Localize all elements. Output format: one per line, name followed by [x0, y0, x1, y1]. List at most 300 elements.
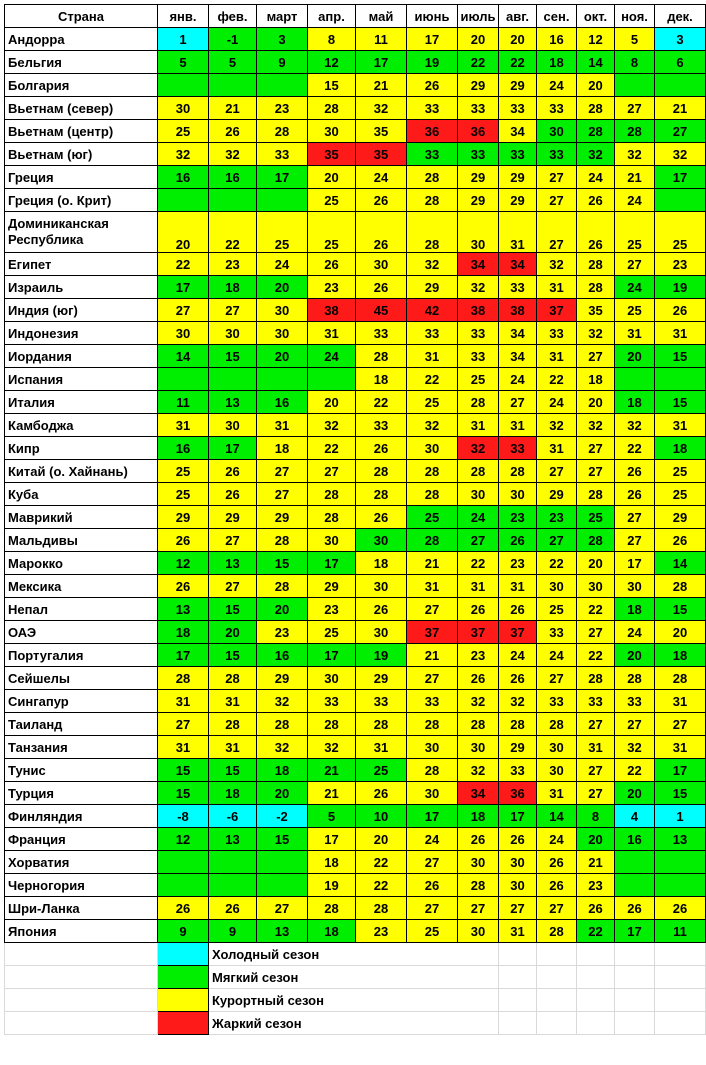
temperature-cell: 15 — [158, 782, 209, 805]
temperature-cell: 28 — [158, 667, 209, 690]
temperature-cell: 30 — [308, 120, 356, 143]
temperature-cell: 31 — [458, 414, 499, 437]
temperature-cell: 17 — [158, 276, 209, 299]
temperature-cell: 26 — [458, 598, 499, 621]
temperature-cell: 22 — [458, 552, 499, 575]
temperature-cell: 26 — [158, 529, 209, 552]
temperature-cell: 26 — [458, 667, 499, 690]
temperature-cell: 28 — [308, 97, 356, 120]
table-row — [5, 828, 706, 851]
temperature-cell: 31 — [158, 736, 209, 759]
temperature-cell: 18 — [615, 598, 655, 621]
temperature-cell: 27 — [615, 97, 655, 120]
temperature-cell: 15 — [209, 598, 257, 621]
temperature-cell — [158, 851, 209, 874]
temperature-cell: 26 — [158, 897, 209, 920]
table-row — [5, 414, 706, 437]
temperature-cell: 28 — [458, 713, 499, 736]
temperature-cell — [655, 189, 706, 212]
temperature-cell: 18 — [308, 920, 356, 943]
temperature-cell: -6 — [209, 805, 257, 828]
temperature-cell: 5 — [158, 51, 209, 74]
temperature-cell: 18 — [356, 552, 407, 575]
temperature-cell — [615, 874, 655, 897]
temperature-cell: 27 — [458, 529, 499, 552]
temperature-cell: 24 — [615, 189, 655, 212]
temperature-cell: 27 — [158, 299, 209, 322]
temperature-cell: 27 — [577, 345, 615, 368]
temperature-cell: 12 — [308, 51, 356, 74]
temperature-cell: 25 — [158, 483, 209, 506]
table-row — [5, 897, 706, 920]
table-row — [5, 598, 706, 621]
temperature-cell: 17 — [356, 51, 407, 74]
header-month: авг. — [499, 5, 537, 28]
temperature-cell: 20 — [158, 212, 209, 253]
temperature-cell: 32 — [577, 414, 615, 437]
temperature-cell: 27 — [158, 713, 209, 736]
temperature-cell: 27 — [615, 529, 655, 552]
temperature-cell: 28 — [537, 713, 577, 736]
temperature-cell: 34 — [499, 345, 537, 368]
legend-spacer — [615, 989, 655, 1012]
temperature-cell: 27 — [615, 713, 655, 736]
table-row — [5, 483, 706, 506]
temperature-cell: 22 — [537, 552, 577, 575]
country-name: Бельгия — [5, 51, 158, 74]
temperature-cell: 26 — [615, 460, 655, 483]
country-name: Индонезия — [5, 322, 158, 345]
legend-spacer — [615, 966, 655, 989]
temperature-cell: 33 — [308, 690, 356, 713]
country-name: Танзания — [5, 736, 158, 759]
country-name: Мальдивы — [5, 529, 158, 552]
temperature-cell: 31 — [158, 414, 209, 437]
temperature-cell: 27 — [407, 598, 458, 621]
temperature-cell: 32 — [458, 437, 499, 460]
legend-spacer — [537, 966, 577, 989]
temperature-cell: 22 — [577, 598, 615, 621]
temperature-cell: 34 — [458, 782, 499, 805]
table-row — [5, 851, 706, 874]
temperature-cell: 30 — [356, 529, 407, 552]
temperature-cell: 10 — [356, 805, 407, 828]
temperature-cell: 29 — [257, 667, 308, 690]
temperature-cell: 30 — [537, 120, 577, 143]
temperature-cell: 31 — [537, 782, 577, 805]
country-name: Камбоджа — [5, 414, 158, 437]
temperature-cell: 14 — [158, 345, 209, 368]
temperature-cell: 31 — [209, 690, 257, 713]
legend-spacer — [615, 943, 655, 966]
temperature-cell: 34 — [499, 253, 537, 276]
temperature-cell: 33 — [537, 143, 577, 166]
temperature-cell: 25 — [655, 212, 706, 253]
temperature-cell: 26 — [458, 828, 499, 851]
temperature-cell: 15 — [655, 782, 706, 805]
temperature-cell: 22 — [356, 391, 407, 414]
temperature-cell: 18 — [257, 759, 308, 782]
temperature-cell: 36 — [458, 120, 499, 143]
temperature-cell: 29 — [499, 74, 537, 97]
temperature-cell — [209, 874, 257, 897]
temperature-cell: 25 — [537, 598, 577, 621]
legend-row — [5, 943, 706, 966]
temperature-cell: 27 — [655, 120, 706, 143]
temperature-cell: 15 — [655, 391, 706, 414]
temperature-cell: 27 — [499, 391, 537, 414]
temperature-cell — [158, 189, 209, 212]
temperature-cell: 35 — [356, 120, 407, 143]
temperature-cell — [257, 74, 308, 97]
temperature-cell: 28 — [537, 920, 577, 943]
temperature-cell: 18 — [577, 368, 615, 391]
temperature-cell — [158, 368, 209, 391]
temperature-cell: 28 — [458, 874, 499, 897]
temperature-cell: 17 — [615, 920, 655, 943]
temperature-cell: 31 — [655, 690, 706, 713]
temperature-cell: 31 — [655, 322, 706, 345]
temperature-cell: 31 — [615, 322, 655, 345]
temperature-cell: 5 — [615, 28, 655, 51]
temperature-cell: 15 — [209, 345, 257, 368]
table-row — [5, 368, 706, 391]
temperature-cell: 28 — [577, 483, 615, 506]
temperature-cell: 30 — [458, 212, 499, 253]
temperature-cell: 27 — [537, 897, 577, 920]
country-name: Андорра — [5, 28, 158, 51]
temperature-cell: 32 — [655, 143, 706, 166]
table-row — [5, 460, 706, 483]
temperature-cell: 33 — [499, 143, 537, 166]
table-row — [5, 713, 706, 736]
header-row — [5, 5, 706, 28]
temperature-cell: 1 — [158, 28, 209, 51]
temperature-cell: 32 — [537, 414, 577, 437]
temperature-cell: 31 — [499, 575, 537, 598]
temperature-cell: 33 — [458, 97, 499, 120]
temperature-cell: 29 — [655, 506, 706, 529]
temperature-cell — [655, 851, 706, 874]
temperature-cell: 28 — [308, 713, 356, 736]
temperature-cell: 15 — [257, 552, 308, 575]
temperature-cell: 30 — [407, 736, 458, 759]
temperature-cell: 30 — [537, 736, 577, 759]
header-month: окт. — [577, 5, 615, 28]
country-name: Италия — [5, 391, 158, 414]
table-row — [5, 621, 706, 644]
temperature-cell: 30 — [308, 529, 356, 552]
country-name: Таиланд — [5, 713, 158, 736]
temperature-cell: 34 — [458, 253, 499, 276]
temperature-cell: 23 — [458, 644, 499, 667]
temperature-cell: 33 — [458, 322, 499, 345]
temperature-cell: 28 — [407, 483, 458, 506]
temperature-cell: 19 — [356, 644, 407, 667]
table-row — [5, 143, 706, 166]
table-row — [5, 120, 706, 143]
temperature-cell: 33 — [257, 143, 308, 166]
temperature-cell: 27 — [407, 851, 458, 874]
temperature-cell: 30 — [537, 759, 577, 782]
temperature-cell: 25 — [356, 759, 407, 782]
legend-spacer — [499, 966, 537, 989]
temperature-cell: 30 — [257, 299, 308, 322]
legend-spacer — [577, 1012, 615, 1035]
temperature-cell: 26 — [499, 598, 537, 621]
temperature-cell: 27 — [257, 460, 308, 483]
temperature-cell: 26 — [356, 189, 407, 212]
table-row — [5, 529, 706, 552]
temperature-cell: 21 — [308, 759, 356, 782]
country-name: Кипр — [5, 437, 158, 460]
temperature-cell: 18 — [209, 782, 257, 805]
temperature-cell: 12 — [158, 552, 209, 575]
temperature-cell: 28 — [356, 897, 407, 920]
temperature-cell: 26 — [499, 828, 537, 851]
temperature-cell: 16 — [257, 391, 308, 414]
temperature-cell: 30 — [356, 575, 407, 598]
header-month: апр. — [308, 5, 356, 28]
temperature-cell: 20 — [257, 598, 308, 621]
temperature-cell: 23 — [356, 920, 407, 943]
temperature-cell: 32 — [458, 690, 499, 713]
country-name: Вьетнам (север) — [5, 97, 158, 120]
country-name: Израиль — [5, 276, 158, 299]
temperature-cell: 17 — [655, 759, 706, 782]
temperature-cell: 27 — [209, 299, 257, 322]
temperature-cell — [209, 189, 257, 212]
temperature-cell: 29 — [499, 166, 537, 189]
header-month: ноя. — [615, 5, 655, 28]
temperature-cell: 26 — [655, 897, 706, 920]
temperature-cell: 31 — [458, 575, 499, 598]
temperature-cell: 24 — [537, 74, 577, 97]
temperature-cell: 30 — [537, 575, 577, 598]
table-row — [5, 391, 706, 414]
temperature-cell: 24 — [499, 644, 537, 667]
temperature-cell: 20 — [577, 828, 615, 851]
temperature-cell: 20 — [655, 621, 706, 644]
temperature-cell: 14 — [655, 552, 706, 575]
temperature-cell: 31 — [537, 276, 577, 299]
table-row — [5, 437, 706, 460]
table-row — [5, 253, 706, 276]
temperature-cell: 30 — [158, 322, 209, 345]
temperature-cell: 24 — [458, 506, 499, 529]
temperature-cell: 30 — [499, 851, 537, 874]
temperature-cell: 13 — [209, 552, 257, 575]
temperature-cell: 28 — [356, 460, 407, 483]
temperature-cell: 9 — [158, 920, 209, 943]
table-row — [5, 276, 706, 299]
temperature-cell: 22 — [577, 920, 615, 943]
temperature-cell: 33 — [407, 322, 458, 345]
country-name: Доминиканская Республика — [5, 212, 158, 253]
temperature-cell: 12 — [577, 28, 615, 51]
legend-label: Мягкий сезон — [209, 966, 499, 989]
temperature-cell: 14 — [537, 805, 577, 828]
temperature-cell: 27 — [209, 575, 257, 598]
temperature-cell: 33 — [499, 276, 537, 299]
temperature-cell: 6 — [655, 51, 706, 74]
temperature-cell: 30 — [356, 253, 407, 276]
temperature-cell: 24 — [407, 828, 458, 851]
temperature-cell: -2 — [257, 805, 308, 828]
temperature-cell — [615, 851, 655, 874]
temperature-cell: 13 — [158, 598, 209, 621]
legend-spacer — [615, 1012, 655, 1035]
temperature-cell: 33 — [499, 97, 537, 120]
temperature-cell: 33 — [499, 437, 537, 460]
temperature-cell: 23 — [577, 874, 615, 897]
temperature-cell: 33 — [356, 414, 407, 437]
temperature-cell: 22 — [356, 874, 407, 897]
temperature-cell: 17 — [499, 805, 537, 828]
temperature-cell: 30 — [209, 322, 257, 345]
country-name: Хорватия — [5, 851, 158, 874]
temperature-cell: 37 — [407, 621, 458, 644]
temperature-cell: 26 — [356, 437, 407, 460]
temperature-cell: 33 — [407, 690, 458, 713]
temperature-cell: 31 — [499, 920, 537, 943]
temperature-cell: 5 — [209, 51, 257, 74]
temperature-cell: 31 — [577, 736, 615, 759]
temperature-cell: 32 — [407, 414, 458, 437]
temperature-cell: 28 — [308, 483, 356, 506]
table-row — [5, 552, 706, 575]
temperature-cell: 25 — [158, 460, 209, 483]
temperature-cell: 24 — [308, 345, 356, 368]
temperature-cell: 32 — [308, 736, 356, 759]
temperature-cell: 17 — [209, 437, 257, 460]
temperature-cell: 18 — [209, 276, 257, 299]
temperature-cell — [209, 368, 257, 391]
temperature-cell: 37 — [537, 299, 577, 322]
temperature-cell: 29 — [499, 736, 537, 759]
temperature-cell: 32 — [615, 736, 655, 759]
temperature-cell: 30 — [458, 920, 499, 943]
temperature-cell: 23 — [499, 506, 537, 529]
temperature-cell: 29 — [537, 483, 577, 506]
country-name: Сейшелы — [5, 667, 158, 690]
temperature-cell: 26 — [577, 189, 615, 212]
temperature-cell: 45 — [356, 299, 407, 322]
temperature-cell: 28 — [209, 713, 257, 736]
temperature-cell: 24 — [257, 253, 308, 276]
temperature-cell — [655, 874, 706, 897]
temperature-cell: 20 — [615, 782, 655, 805]
header-month: дек. — [655, 5, 706, 28]
temperature-cell: 21 — [577, 851, 615, 874]
legend-swatch-cold — [158, 943, 209, 966]
temperature-cell: 30 — [458, 736, 499, 759]
temperature-cell: 27 — [537, 460, 577, 483]
temperature-cell: 36 — [407, 120, 458, 143]
temperature-cell: 33 — [615, 690, 655, 713]
temperature-cell: 27 — [458, 897, 499, 920]
country-name: Сингапур — [5, 690, 158, 713]
table-row — [5, 166, 706, 189]
temperature-cell: 28 — [655, 667, 706, 690]
temperature-cell: 30 — [158, 97, 209, 120]
table-row — [5, 74, 706, 97]
temperature-cell: 28 — [356, 483, 407, 506]
temperature-cell: 31 — [257, 414, 308, 437]
temperature-cell: 8 — [577, 805, 615, 828]
temperature-cell: 15 — [655, 345, 706, 368]
table-row — [5, 322, 706, 345]
temperature-cell: 28 — [458, 460, 499, 483]
temperature-cell: 16 — [537, 28, 577, 51]
temperature-cell — [655, 368, 706, 391]
temperature-cell: 26 — [356, 782, 407, 805]
temperature-cell: 25 — [655, 460, 706, 483]
temperature-cell: 20 — [615, 345, 655, 368]
temperature-cell — [158, 74, 209, 97]
temperature-cell: 11 — [158, 391, 209, 414]
temperature-cell: 26 — [209, 120, 257, 143]
temperature-cell: 37 — [499, 621, 537, 644]
temperature-cell: 24 — [615, 276, 655, 299]
legend-spacer — [5, 966, 158, 989]
temperature-cell: 20 — [308, 391, 356, 414]
country-name: Маврикий — [5, 506, 158, 529]
temperature-cell: 24 — [499, 368, 537, 391]
temperature-cell: 27 — [577, 713, 615, 736]
temperature-cell — [257, 368, 308, 391]
temperature-cell: 23 — [257, 97, 308, 120]
temperature-cell: 29 — [308, 575, 356, 598]
temperature-cell: 30 — [499, 483, 537, 506]
legend-spacer — [5, 943, 158, 966]
temperature-cell: 33 — [458, 143, 499, 166]
temperature-cell: 26 — [615, 897, 655, 920]
table-row — [5, 782, 706, 805]
temperature-cell: 28 — [356, 713, 407, 736]
temperature-cell: 20 — [577, 391, 615, 414]
temperature-cell: 30 — [407, 437, 458, 460]
legend-spacer — [499, 943, 537, 966]
temperature-cell: 37 — [458, 621, 499, 644]
temperature-cell: 32 — [577, 322, 615, 345]
temperature-cell: 31 — [499, 212, 537, 253]
temperature-cell: 31 — [655, 736, 706, 759]
temperature-cell: 20 — [209, 621, 257, 644]
temperature-cell: 26 — [356, 598, 407, 621]
temperature-cell: 38 — [499, 299, 537, 322]
legend-swatch-hot — [158, 1012, 209, 1035]
temperature-cell: 18 — [655, 437, 706, 460]
temperature-cell: 20 — [458, 28, 499, 51]
temperature-cell: 31 — [209, 736, 257, 759]
temperature-cell: 27 — [577, 621, 615, 644]
temperature-cell: 26 — [499, 529, 537, 552]
temperature-cell: 31 — [407, 575, 458, 598]
temperature-cell: 28 — [308, 897, 356, 920]
temperature-cell: 20 — [577, 74, 615, 97]
temperature-cell: 33 — [458, 345, 499, 368]
temperature-cell: 32 — [615, 414, 655, 437]
temperature-cell: 38 — [308, 299, 356, 322]
legend-spacer — [655, 1012, 706, 1035]
temperature-cell: 28 — [209, 667, 257, 690]
temperature-cell: 28 — [257, 529, 308, 552]
country-name: Шри-Ланка — [5, 897, 158, 920]
temperature-cell: 22 — [577, 644, 615, 667]
temperature-cell: 23 — [308, 276, 356, 299]
temperature-cell: 25 — [308, 189, 356, 212]
